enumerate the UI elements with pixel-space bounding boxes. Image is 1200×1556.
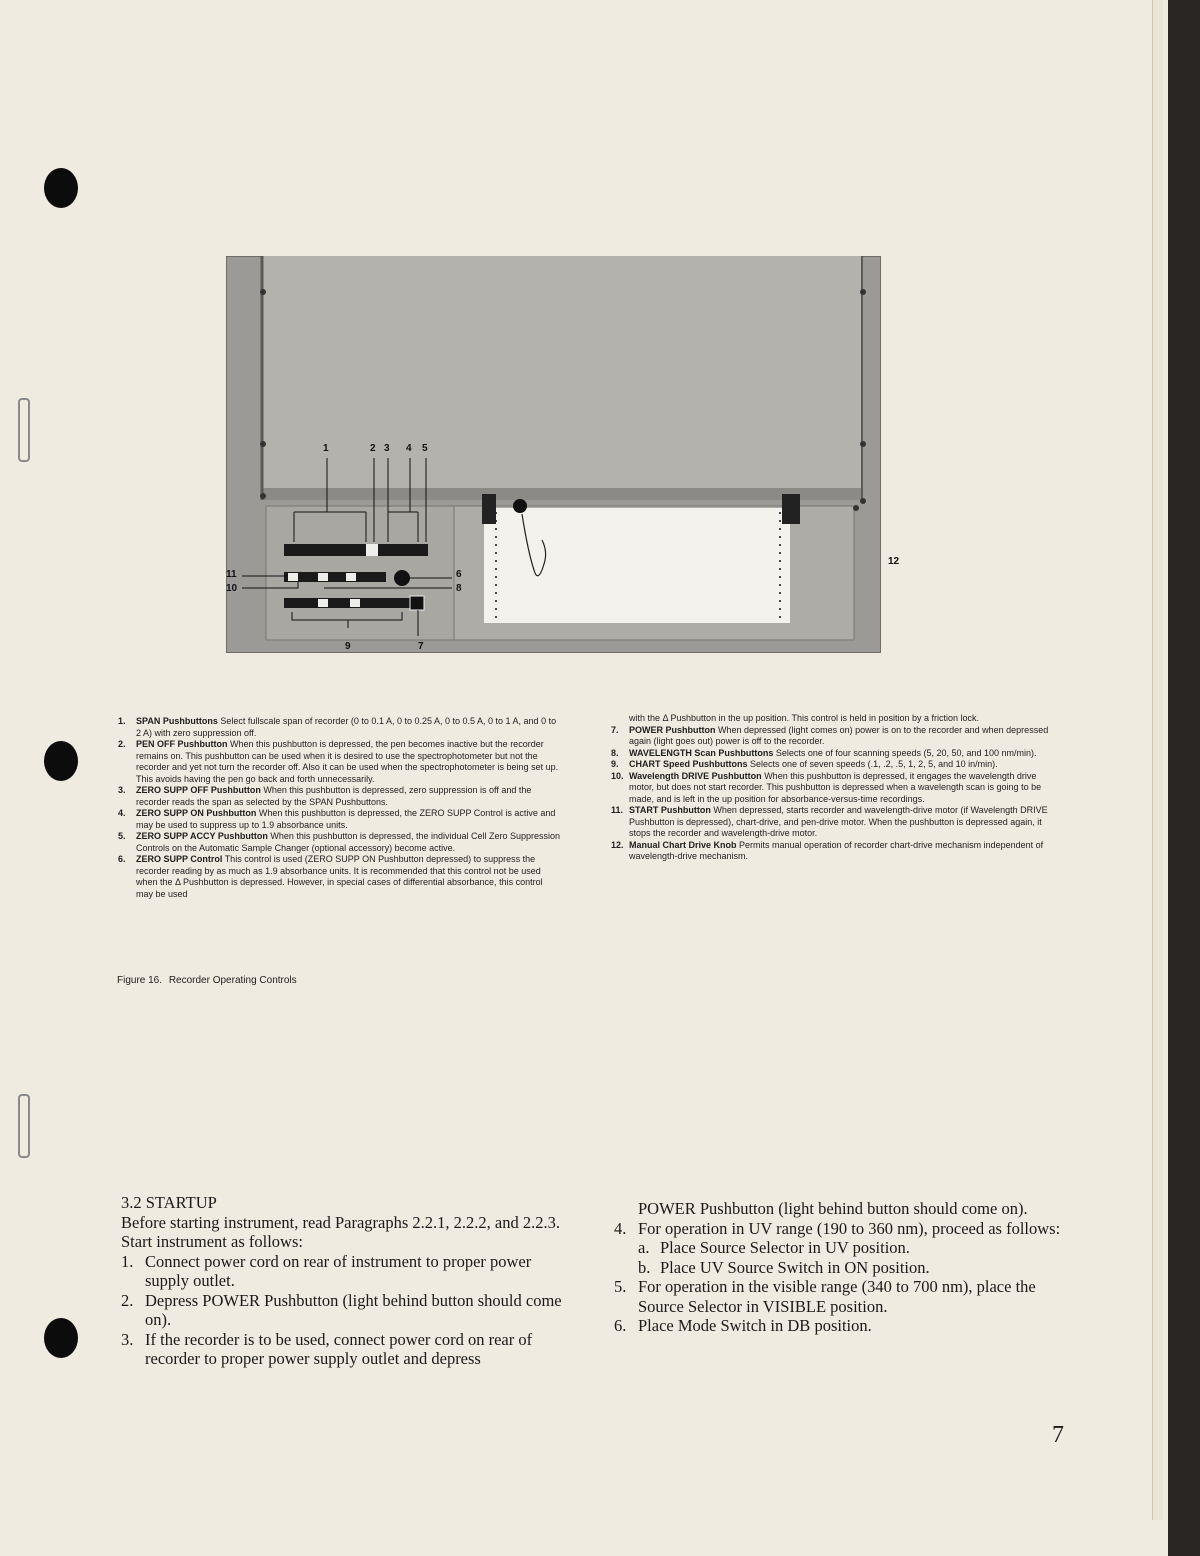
- callout-12: 12: [888, 556, 900, 567]
- callout-11: 11: [226, 569, 237, 580]
- startup-intro: Before starting instrument, read Paragraphs 2.2.1, 2.2.2, and 2.2.3. Start instrument as follows:: [121, 1212, 560, 1251]
- startup-right-column: [614, 1199, 1066, 1336]
- startup-step-5: 5. For operation in the visible range (340 to 700 nm), place the Source Selector in VISIBLE position.: [614, 1277, 1036, 1316]
- callout-9: 9: [345, 641, 351, 652]
- figure-caption-text: Recorder Operating Controls: [168, 975, 297, 986]
- legend-left-column: [118, 716, 562, 900]
- callout-7: 7: [418, 641, 424, 652]
- figure-caption-label: Figure 16.: [117, 975, 163, 986]
- legend-item-8: 8. WAVELENGTH Scan Pushbuttons Selects one of four scanning speeds (5, 20, 50, and 100 nm/min).: [611, 747, 1037, 758]
- figure-caption: [117, 975, 297, 986]
- callout-5: 5: [422, 443, 428, 454]
- startup-step-3: 3. If the recorder is to be used, connect power cord on rear of recorder to proper power supply outlet and depress: [121, 1329, 533, 1368]
- legend-item-6: 6. ZERO SUPP Control This control is used (ZERO SUPP ON Pushbutton depressed) to suppress the recorder reading by as much as 1.9 absorbance units. It is recommended that this control not be used when the Δ Pushbutton is depressed. However, in special cases of differential absorbance, this control may be used: [118, 854, 543, 899]
- startup-step-3-continued: POWER Pushbutton (light behind button should come on).: [638, 1199, 1028, 1218]
- callout-10: 10: [226, 583, 238, 594]
- callout-1: 1: [323, 443, 329, 454]
- legend-item-9: 9. CHART Speed Pushbuttons Selects one of seven speeds (.1, .2, .5, 1, 2, 5, and 10 in/min).: [611, 759, 998, 769]
- recorder-figure: [226, 256, 900, 653]
- legend-item-12: 12. Manual Chart Drive Knob Permits manual operation of recorder chart-drive mechanism independent of wavelength-drive mechanism.: [611, 839, 1044, 861]
- callout-2: 2: [370, 443, 376, 454]
- callout-4: 4: [406, 443, 412, 454]
- startup-step-4b: b. Place UV Source Switch in ON position.: [638, 1257, 930, 1277]
- staple-upper: [18, 398, 30, 462]
- callout-3: 3: [384, 443, 390, 454]
- legend-item-5: 5. ZERO SUPP ACCY Pushbutton When this pushbutton is depressed, the individual Cell Zero Suppression Controls on the Automatic Sample Changer (optional accessory) become active.: [118, 831, 561, 853]
- page-number: 7: [1052, 1422, 1064, 1448]
- callout-8: 8: [456, 583, 462, 594]
- startup-step-2: 2. Depress POWER Pushbutton (light behind button should come on).: [121, 1290, 562, 1329]
- legend-item-10: 10. Wavelength DRIVE Pushbutton When this pushbutton is depressed, it engages the wavelength drive motor, but does not start recorder. This pushbutton is depressed when a wavelength scan is going to be made, and is left in the up position for absorbance-versus-time recordings.: [611, 770, 1042, 804]
- legend-item-11: 11. START Pushbutton When depressed, starts recorder and wavelength-drive motor (if Wavelength DRIVE Pushbutton is depressed), chart-drive, and pen-drive motor. When the pushbutton is depressed again, it stops the recorder and wavelength-drive motor.: [611, 805, 1048, 838]
- startup-step-6: 6. Place Mode Switch in DB position.: [614, 1316, 872, 1335]
- legend-item-2: 2. PEN OFF Pushbutton When this pushbutton is depressed, the pen becomes inactive but the recorder remains on. This pushbutton can be used when it is desired to use the spectrophotometer but not the recorder and yet not turn the recorder off. Also it can be used when the spectrophotometer is being set up. This avoids having the pen go back and forth unnecessarily.: [118, 739, 559, 784]
- recorder-photo: [226, 256, 881, 653]
- legend-item-6-continued: with the Δ Pushbutton in the up position. This control is held in position by a friction lock.: [629, 713, 980, 723]
- startup-step-4: 4. For operation in UV range (190 to 360 nm), proceed as follows:: [614, 1218, 1061, 1238]
- startup-step-4a: a. Place Source Selector in UV position.: [638, 1238, 910, 1257]
- legend-item-4: 4. ZERO SUPP ON Pushbutton When this pushbutton is depressed, the ZERO SUPP Control is active and may be used to suppress up to 1.9 absorbance units.: [118, 808, 556, 830]
- legend-right-column: [611, 713, 1059, 863]
- binder-hole-top: [44, 168, 78, 208]
- page-edge: [1152, 0, 1163, 1520]
- binder-hole-bottom: [44, 1318, 78, 1358]
- startup-step-1: 1. Connect power cord on rear of instrument to proper power supply outlet.: [121, 1251, 532, 1290]
- callout-6: 6: [456, 569, 462, 580]
- staple-lower: [18, 1094, 30, 1158]
- legend-item-7: 7. POWER Pushbutton When depressed (light comes on) power is on to the recorder and when depressed again (light goes out) power is off to the recorder.: [611, 724, 1049, 746]
- legend-item-1: 1. SPAN Pushbuttons Select fullscale span of recorder (0 to 0.1 A, 0 to 0.25 A, 0 to 0.5 A, 0 to 1 A, and 0 to 2 A) with zero suppression off.: [118, 716, 557, 738]
- legend-item-3: 3. ZERO SUPP OFF Pushbutton When this pushbutton is depressed, zero suppression is off and the recorder reads the span as selected by the SPAN Pushbuttons.: [118, 785, 532, 807]
- startup-left-column: [121, 1193, 573, 1369]
- section-heading: 3.2 STARTUP: [121, 1193, 217, 1212]
- binder-hole-middle: [44, 741, 78, 781]
